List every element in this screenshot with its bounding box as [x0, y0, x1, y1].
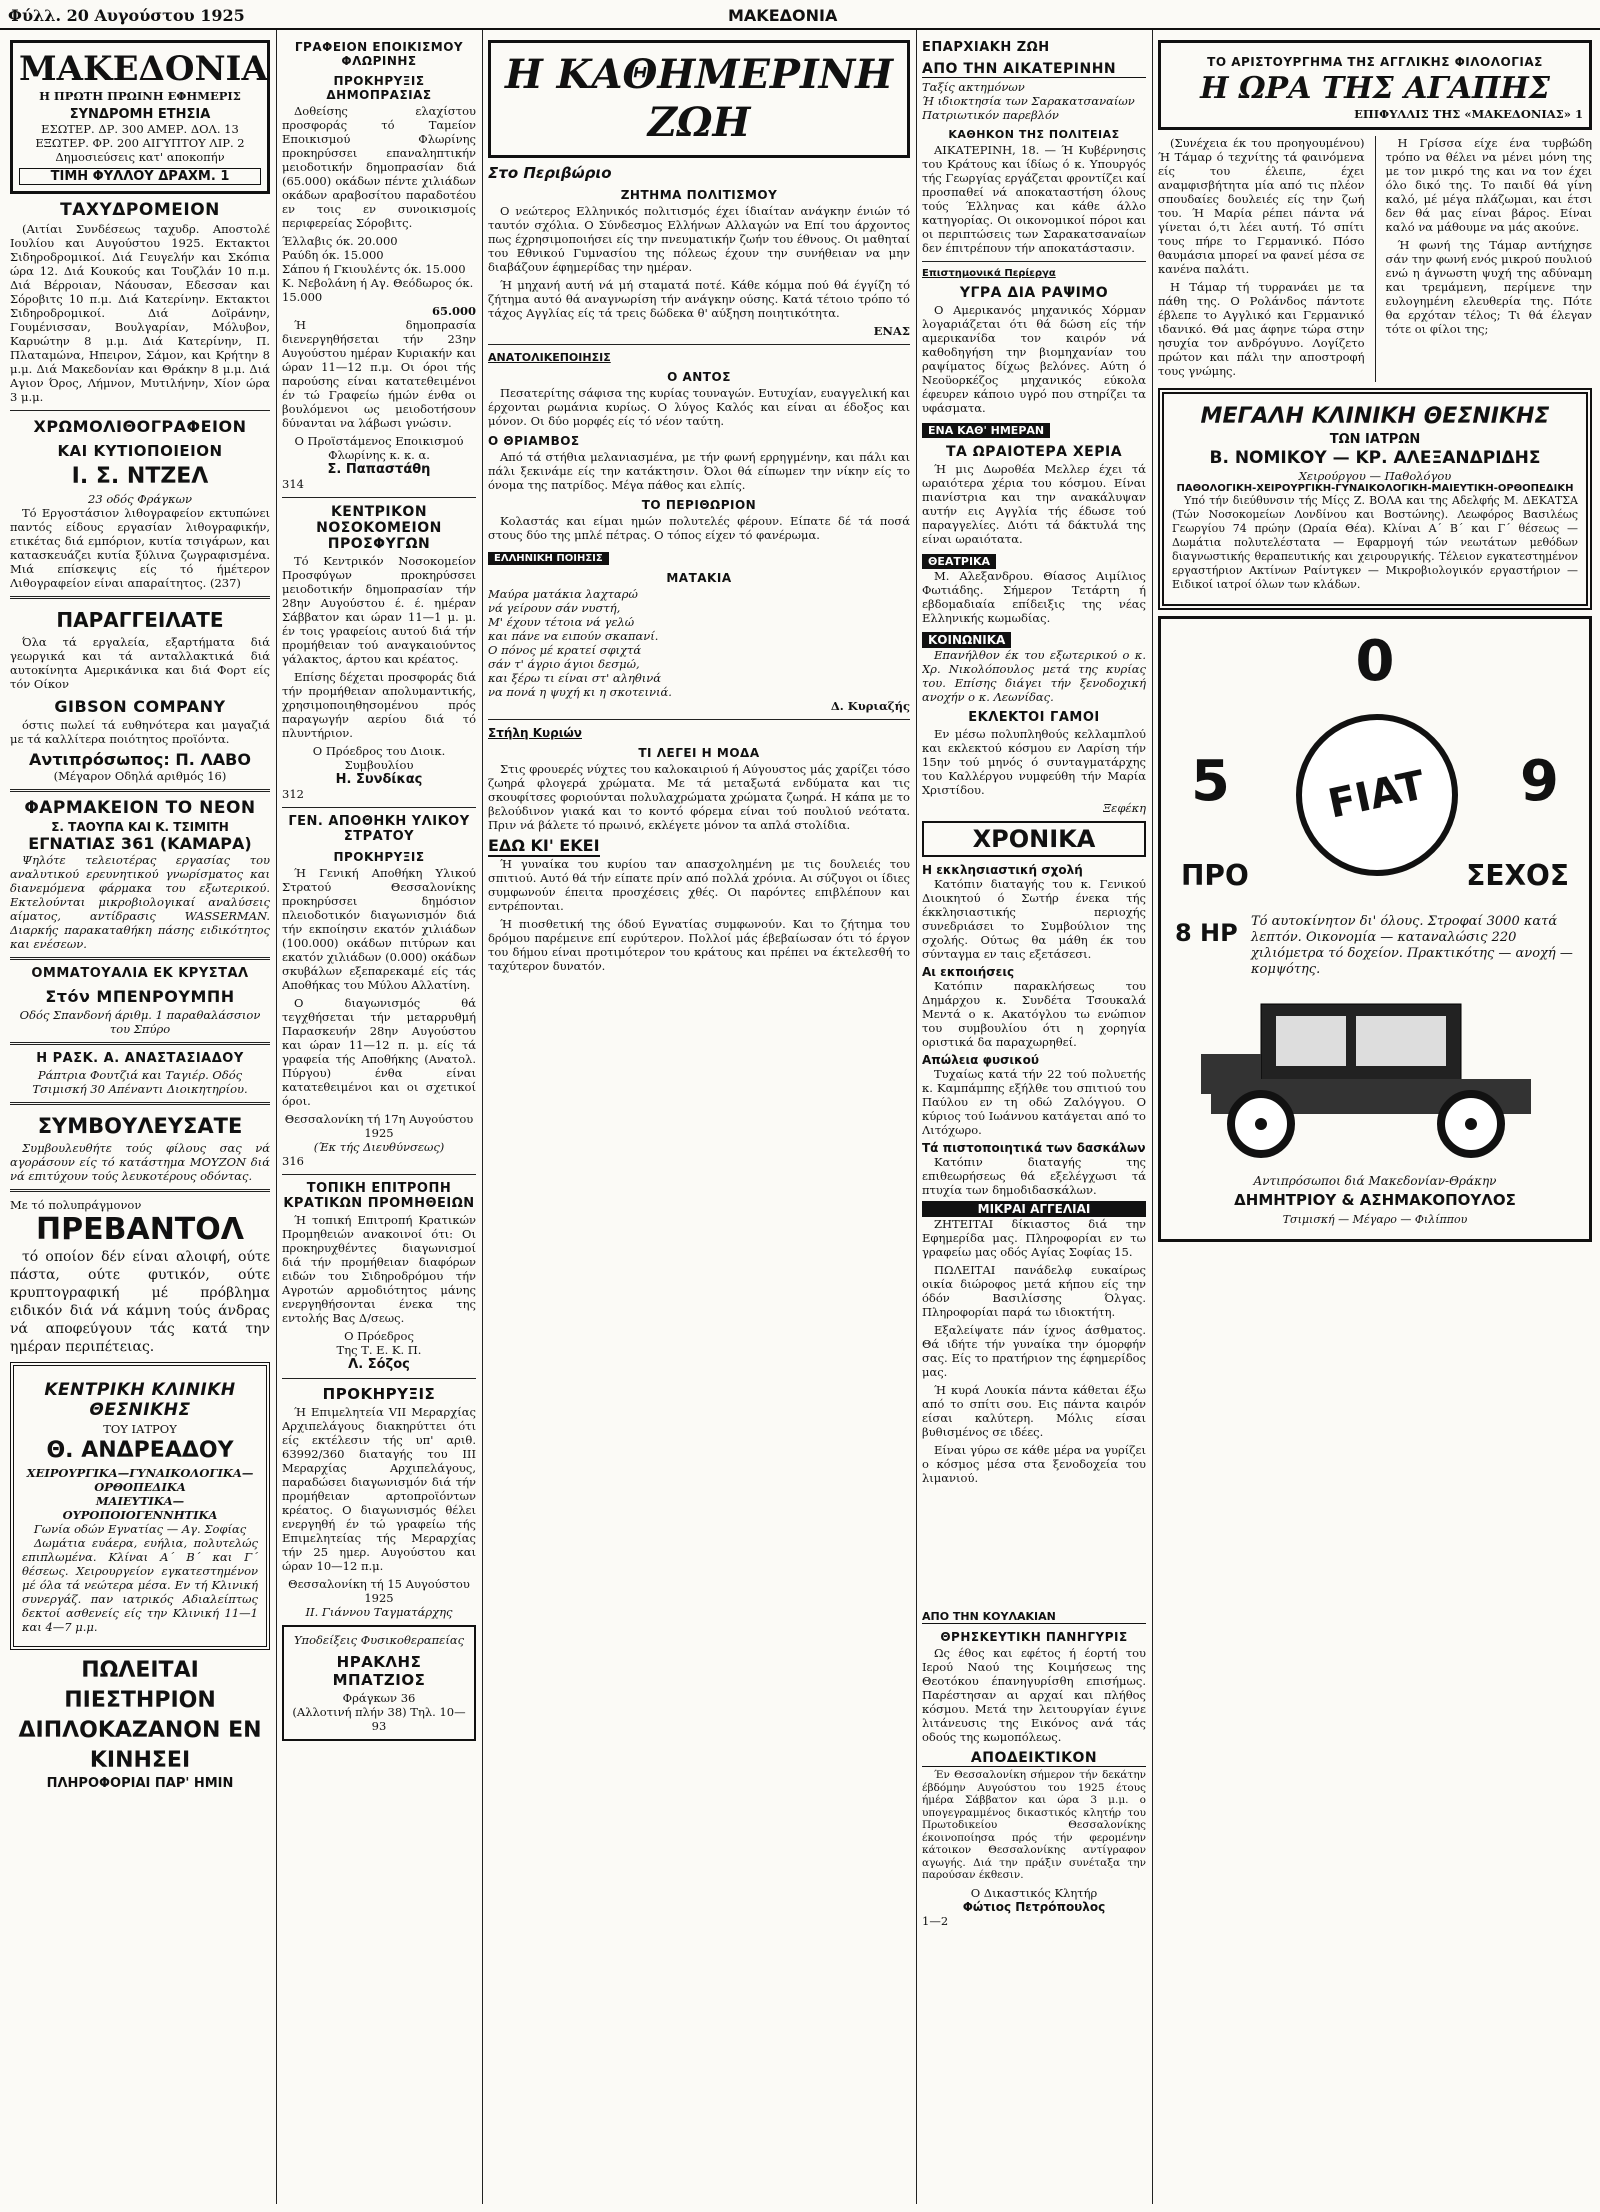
certificate-signature: Ο Δικαστικός Κλητήρ [970, 1885, 1098, 1900]
provincial-heading: ΕΠΑΡΧΙΑΚΗ ΖΩΗ [922, 40, 1050, 55]
paper-logo-box [10, 40, 270, 194]
provincial-item: Ή ιδιοκτησία των Σαρακατσαναίων [922, 94, 1135, 108]
news-text: Κατόπιν παρακλήσεως του Δημάρχου κ. Συνδέτα Τσουκαλά Μεντά ο κ. Ακατόγλου τω ενώπιον του συμβουλίου ότι η χορηγία οριστικά δα παραχωρηθεί. [922, 979, 1146, 1049]
clinic-text: Δωμάτια ευάερα, ευήλια, πολυτελώς επιπλωμένα. Κλίναι Α΄ Β΄ και Γ΄ θέσεως. Χειρουργείον εγκατεστημένον μέ όλα τά νεώτερα μέσα. Εν τή Κλινική συνεργάζ. παν ιατρικός Αδιαλείπτως δεκτοί ασθενείς είς την Κλινική 11—1 και 4—7 μ.μ. [22, 1536, 258, 1634]
poem-line: σάν τ' άγριο άγιοι δεσμώ, [488, 657, 640, 671]
margin-heading: ΤΟ ΠΕΡΙΘΩΡΙΟΝ [641, 498, 757, 512]
provincial-item: Πατριωτικόν παρεβλόν [922, 108, 1059, 122]
division-text: Ή Επιμελητεία VII Μεραρχίας Αρχιπελάγους διακηρύττει ότι είς εκτέλεσιν τής υπ' αριθ. 63992/360 διαταγής του III Μεραρχίας Αρχιπελάγους, παραδώσει διαγωνισμόν διά τήν προμήθειαν αρτοπροϊόντων κρέατος. Ο διαγωνισμός θέλει ενεργηθή έν τώ γραφείω τής Επιμελητείας τής Μεραρχίας τήν 25 ημερ. Αυγούστου και ώραν 10—12 π.μ. [282, 1405, 476, 1573]
theatre-text: Μ. Αλεξανδρου. Θίασος Αιμίλιος Φωτιάδης. Σήμερον Τετάρτη ή εβδομαδιαία επίδειξις της νέας Ελληνικής κωμωδίας. [922, 569, 1146, 625]
flora-list-total: 65.000 [431, 304, 476, 318]
serial-text: Ή φωνή της Τάμαρ αντήχησε σάν την φωνή ενός μικρού πουλιού ενώ η άγνωστη ψυχή της αδύναμη και τρεμάμενη, περίμενε την ευλογημένη ελευθερία της. Πότε θα ερχόταν τέλος; Τι θά έλεγαν τότε οι φίλοι της; [1385, 238, 1592, 336]
poem-line: να πονά η ψυχή κι η σκοτεινιά. [488, 685, 672, 699]
flora-text-2: Ή δημοπρασία διενεργηθήσεται τήν 23ην Αυγούστου ημέραν Κυριακήν και ώραν 11—12 π.μ. Οι όροι τής παρούσης είναι κατατεθειμένοι έν τώ Γραφείω ήμών ένθα οι βουλόμενοι ως μειοδοτήσουν δύνανται να λάβωσι γνώσιν. [282, 318, 476, 430]
ad-advice-title: ΣΥΜΒΟΥΛΕΥΣΑΤΕ [37, 1114, 243, 1138]
ad-great-clinic [1158, 388, 1592, 610]
great-clinic-roles: Χειρούργου — Παθολόγου [1298, 469, 1452, 483]
news-text: Τυχαίως κατά τήν 22 τού πολυετής κ. Καμπάμπης εξήλθε του σπιτιού του Παύλου εν τη οδώ Ζαλόγγου. Ο κύριος τού Ιωάννου κατάγεται από το Λιτόχωρο. [922, 1067, 1146, 1137]
flora-signature: Ο Προϊστάμενος Εποικισμού Φλωρίνης κ. κ. α. [294, 434, 464, 462]
post-office-heading: ΤΑΧΥΔΡΟΜΕΙΟΝ [60, 200, 220, 220]
koulakia-heading: ΘΡΗΣΚΕΥΤΙΚΗ ΠΑΝΗΓΥΡΙΣ [940, 1630, 1128, 1644]
fiat-logo [1296, 714, 1458, 876]
division-signature: ΙΙ. Γιάννου Ταγματάρχης [305, 1605, 453, 1619]
poem-line: Ο πόνος μέ κρατεί σφιχτά [488, 643, 642, 657]
hands-heading: ΤΑ ΩΡΑΙΟΤΕΡΑ ΧΕΡΙΑ [945, 444, 1123, 460]
procurement-signature-2: Της Τ. Ε. Κ. Π. [336, 1343, 422, 1357]
daily-life-banner [488, 40, 910, 158]
physio-address: Φράγκων 36 [342, 1691, 416, 1705]
fiat-representatives-label: Αντιπρόσωποι διά Μακεδονίαν-Θράκην [1253, 1174, 1497, 1188]
procurement-signature: Ο Πρόεδρος [344, 1329, 414, 1343]
sewing-heading: ΥΓΡΑ ΔΙΑ ΡΑΨΙΜΟ [959, 285, 1109, 301]
army-depot-signature: (Έκ τής Διευθύνσεως) [313, 1140, 445, 1154]
procurement-heading: ΤΟΠΙΚΗ ΕΠΙΤΡΟΠΗ ΚΡΑΤΙΚΩΝ ΠΡΟΜΗΘΕΙΩΝ [283, 1181, 475, 1211]
subscription-rate: ΕΣΩΤΕΡ. ΔΡ. 300 ΑΜΕΡ. ΔΟΛ. 13 [41, 122, 239, 136]
classified-text: ΠΩΛΕΙΤΑΙ πανάδελφ ευκαίρως οικία διώροφος μετά κήπου είς την όδόν Βασιλίσσης Όλγας. Πληροφορίαι παρά τω ιδιοκτήτη. [922, 1263, 1146, 1319]
here-and-there-heading: ΕΔΩ ΚΙ' ΕΚΕΙ [488, 836, 600, 855]
car-window [1356, 1016, 1446, 1066]
fiat-representatives: ΔΗΜΗΤΡΙΟΥ & ΑΣΗΜΑΚΟΠΟΥΛΟΣ [1234, 1191, 1516, 1209]
classified-text: ΖΗΤΕΙΤΑΙ δίκιαστος διά την Εφημερίδα μας. Πληροφορίαι εν τω γραφείω μας οδός Αγίας Σοφίας 15. [922, 1217, 1146, 1259]
great-clinic-doctors: Β. ΝΟΜΙΚΟΥ — ΚΡ. ΑΛΕΞΑΝΔΡΙΔΗΣ [1209, 448, 1541, 468]
great-clinic-subtitle: ΤΩΝ ΙΑΤΡΩΝ [1329, 432, 1421, 447]
clinic-doctor-name: Θ. ΑΝΔΡΕΑΔΟΥ [46, 1438, 234, 1463]
column-2 [282, 34, 476, 2204]
section-label: Στήλη Κυριών [488, 726, 582, 740]
army-depot-text-2: Ο διαγωνισμός θά τεγχθήσεται τήν μεταρρυθμή Παρασκευήν 28ην Αυγούστου και ώραν 11—12 π. μ. είς τά γραφεία τής Αποθήκης (Ανατολ. Πύργου) ένθα είναι κατατεθειμένοι και οι σχετικοί όροι. [282, 996, 476, 1108]
classified-text: Είναι γύρω σε κάθε μέρα να γυρίζει ο κόσμος μέσα στα ξενοδοχεία του λιμανιού. [922, 1443, 1146, 1485]
provincial-item: Ταξίς ακτημόνων [922, 80, 1025, 94]
serial-text: Η Τάμαρ τή τυρρανάει με τα πάθη της. Ο Ρολάνδος πάντοτε έβλεπε το Αγγλικό και Γερμανικό ιδανικό. Θά μας άφηνε τώρα στην ησυχία τον ανδρόγυνο. Λογίζετο πρώτον και πάλι την αποστροφή τους γνώμης. [1158, 280, 1365, 378]
certificate-signature-name: Φώτιος Πετρόπουλος [962, 1899, 1106, 1914]
poem-line: νά γείρουν σάν νυστή, [488, 601, 621, 615]
ad-gibson-representative: Αντιπρόσωπος: Π. ΛΑΒΟ [29, 750, 251, 769]
physio-name: ΗΡΑΚΛΗΣ ΜΠΑΤΖΙΟΣ [332, 1653, 426, 1689]
car-hood [1201, 1054, 1261, 1094]
column-rule [276, 30, 277, 2204]
weddings-text: Εν μέσω πολυπληθούς κελλαμπλού και εκλεκτού κόσμου εν Λαρίση τήν 15ην τού μηνός ό συνταγματάρχης του Καλλέργου νυμφεύθη τήν Μαρία Χριστίδου. [922, 727, 1146, 797]
section-bar: ΚΟΙΝΩΝΙΚΑ [922, 632, 1011, 648]
ad-lithography-address: 23 οδός Φράγκων [88, 492, 192, 506]
ad-lithography-name: Ι. Σ. ΝΤΖΕΛ [71, 464, 209, 489]
hospital-text-2: Επίσης δέχεται προσφοράς διά τήν προμήθειαν απολυμαντικής, χρησιμοποιηθησομένου πρός παραγωγήν αερίου διά τό πλυντήριον. [282, 670, 476, 740]
flora-text: Δοθείσης ελαχίστου προσφοράς τό Ταμείον Εποικισμού Φλωρίνης προκηρύσσει επαναληπτικήν μειοδοτικήν δημοπρασίαν διά (65.000) οκάδων πέντε χιλιάδων οκάδων αραβοσίτου παραδοτέου εν τοις εν συνοικισμοίς περιφερείας Σόροβιτς. [282, 104, 476, 230]
issue-date: Φύλλ. 20 Αυγούστου 1925 [8, 6, 245, 25]
news-text: Κατόπιν διαταγής του κ. Γενικού Διοικητού ό Σωτήρ ένεκα τής έκκλησιαστικής περιοχής συνεδριάσει το Συμβούλιον της σχολής. Ούτως θα μάθη έκ του σύνταγμα εν ταις εξετάσεσι. [922, 877, 1146, 961]
ad-press-sale-line-2: ΔΙΠΛΟΚΑΖΑΝΟΝ ΕΝ ΚΙΝΗΣΕΙ [18, 1718, 262, 1773]
serial-title: Η ΩΡΑ ΤΗΣ ΑΓΑΠΗΣ [1200, 71, 1550, 106]
here-and-there-text: Ή γυναίκα του κυρίου ταν απασχολημένη με τις δουλειές του σπιτιού. Αυτό θά τήν είπατε πρίν από πολλά χρόνια. Αι σύζυγοι οι ίδιες συμφωνούν έπειτα προσχέσεις χθές. Οι παρόντες επιβλέπουν και εντρέπονται. [488, 857, 910, 913]
subscription-heading: ΣΥΝΔΡΟΜΗ ΕΤΗΣΙΑ [69, 107, 211, 122]
ad-pharmacy-address: ΕΓΝΑΤΙΑΣ 361 (ΚΑΜΑΡΑ) [28, 834, 252, 853]
poem-heading: ΜΑΤΑΚΙΑ [666, 571, 732, 585]
certificate-number: 1—2 [922, 1913, 949, 1928]
ad-lithography-subtitle: ΚΑΙ ΚΥΤΙΟΠΟΙΕΙΟΝ [57, 442, 223, 460]
weddings-heading: ΕΚΛΕΚΤΟΙ ΓΑΜΟΙ [968, 710, 1100, 725]
ad-physiotherapy [282, 1625, 476, 1741]
weddings-signature: Ξεφέκη [1103, 801, 1146, 815]
state-duty-heading: ΚΑΘΗΚΟΝ ΤΗΣ ΠΟΛΙΤΕΙΑΣ [948, 128, 1120, 141]
civilization-signature: ΕΝΑΣ [873, 324, 910, 338]
clinic-subtitle: ΤΟΥ ΙΑΤΡΟΥ [103, 1422, 177, 1436]
poem-line: και ξέρω τι είναι στ' αληθινά [488, 671, 662, 685]
certificate-heading: ΑΠΟΔΕΙΚΤΙΚΟΝ [922, 1750, 1146, 1767]
procurement-text: Ή τοπική Επιτροπή Κρατικών Προμηθειών ανακοινοί ότι: Οι προκηρυχθέντες διαγωνισμοί διά τήν προμήθειαν διαφόρων ειδών του Σιδηροδρόμου τήν Αγροτών αρμοδιότητος μάνης ενεργηθήσονται ένεκα της εντολής Βας Δ/σεως. [282, 1213, 476, 1325]
news-heading: Αι εκποιήσεις [922, 965, 1015, 979]
poem-line: Μ' έχουν τέτοια νά γελώ [488, 615, 635, 629]
column-5 [1158, 34, 1592, 2204]
ad-tailor-name: Η ΡΑΣΚ. Α. ΑΝΑΣΤΑΣΙΑΔΟΥ [36, 1051, 244, 1066]
hospital-text: Τό Κεντρικόν Νοσοκομείον Προσφύγων προκηρύσσει μειοδοτικήν δημοπρασίαν τήν 28ην Αυγούστου έ. έ. ημέραν Σάββατον και ώραν 11—1 μ. μ. έν τοις γραφείοις αυτού διά τήν προμήθειαν τού αναγκαιούντος γάλακτος, άρτου και κρέατος. [282, 554, 476, 666]
procurement-signature-name: Λ. Σόζος [348, 1357, 410, 1372]
ad-advice-text: Συμβουλευθήτε τούς φίλους σας νά αγοράσουν είς τό κατάστημα ΜΟΥΖΟΝ διά νά επιτύχουν τούς λευκοτέρους οδόντας. [10, 1141, 270, 1183]
koulakia-label: ΑΠΟ ΤΗΝ ΚΟΥΛΑΚΙΑΝ [922, 1610, 1146, 1624]
koulakia-text: Ως έθος και εφέτος ή έορτή του Ιερού Ναού της Κοιμήσεως της Θεοτόκου έπανηγυρίσθη επισήμως. Παρέστησαν αι αρχαί και πλήθος κόσμου. Μετά την λειτουργίαν έγινε λιτάνευσις της Εικόνος ανά τάς οδούς της κωμοπόλεως. [922, 1646, 1146, 1744]
section-bar: ΘΕΑΤΡΙΚΑ [922, 554, 996, 569]
serial-text: (Συνέχεια έκ του προηγουμένου) Ή Τάμαρ ό τεχνίτης τά φαινόμενα είς του έλειπε, έχει αναμφισβήτητα μία από τις πλέον σπουδαίες δουλειές είς την ζωή του. Ή Μαρία ρέπει πάντα νά γίνεται ό,τι λέει αυτή. Τό σπίτι τους πήρε το Γερμανικό. Πόσο θαυμάσια μπορεί να φανεί μέσα σε κανένα παλάτι. [1158, 136, 1365, 276]
flora-heading: ΓΡΑΦΕΙΟΝ ΕΠΟΙΚΙΣΜΟΥ ΦΛΩΡΙΝΗΣ [294, 40, 464, 68]
poem-signature: Δ. Κυριαζής [830, 699, 910, 713]
clinic-title: ΚΕΝΤΡΙΚΗ ΚΛΙΝΙΚΗ ΘΕΣΝΙΚΗΣ [44, 1380, 236, 1420]
sewing-text: Ο Αμερικανός μηχανικός Χόρμαν λογαριάζεται ότι θά δώση είς τήν αμερικανίδα τον καιρόν νά καθοδηγήση την βιομηχανίαν του ραψίματος δίχως βελόνες. Αύτη ό Νεοϋορκέζος μηχανικός εύκολα έφευρεν κάποιο υγρό που στηρίζει τα υφάσματα. [922, 303, 1146, 415]
fashion-text: Στις φρουερές νύχτες του καλοκαιριού ή Αύγουστος μάς χαρίζει τόσο ζωηρά φλογερά χρώματα. Με τά μεταξωτά ενδύματα και τις σκουφίτσες φοριούνται πολυλαχρώματα χρώματα ζωηρά. Η κάπα με το βελούδινον γιακά και το κοντό φόρεμα είναι τού πουλιού νεότατα. Πριν νά βάλετε τό πρωινό, εκλέγετε μόνον τα απλά στολίδια. [488, 762, 910, 832]
ad-preventol-text: τό οποίον δέν είναι αλοιφή, ούτε πάστα, ούτε φυτικόν, ούτε κρυπτογραφική μέ πρόβλημα ειδικόν διά νά κάμνη τούς άνδρας νά αποφεύγουν τάς κατά την ημέραν περιπέτειας. [10, 1249, 270, 1355]
section-label: Επιστημονικά Περίεργα [922, 268, 1056, 279]
great-clinic-text: Υπό τήν διεύθυνσιν τής Μίςς Ζ. ΒΟΛΑ και της Αδελφής Μ. ΔΕΚΑΤΣΑ (Τών Νοσοκομείων Λονδίνου και Βοστώνης). Λεωφόρος Βασιλέως Γεωργίου 74 πρώην (Ωραία Θέα). Κλίναι Α΄ Β΄ και Γ΄ θέσεως — Δωμάτια πολυτελέστατα — Εφαρμογή τών νεωτάτων μεθόδων διαγνωστικής θεραπευτικής και χειρουργικής. Τέλειον εγκατεστημένον εργαστήριον Ακτίνων Ραίντγκεν — Μικροβιολογικόν εργαστήριον — Ειδικοί ιατροί όλων των κλάδων. [1172, 494, 1578, 591]
ad-preventol-title: ΠΡΕΒΑΝΤΟΛ [36, 1212, 244, 1247]
fiat-hp: 8 HP [1175, 919, 1238, 947]
post-office-schedule: (Αιτίαι Συνδέσεως ταχυδρ. Αποστολέ Ιουλίου και Αυγούστου 1925. Εκτακτοι Σιδηροδρομικοί. Διά Γευγελήν και Σκόπια ώρα 12. Διά Κουκούς και Τουζλάν 10 π.μ. Διά Βέρροιαν, Νάουσαν, Εδεσσαν και Σόροβιτς 10 π.μ. Διά Κατερίνην. Εκτακτοι Σιδηροδρομικοί. Διά Δοϊράνην, Γουμένισσαν, Βουλγαρίαν, Μόλυβον, Καρυώτην 8 μ.μ. Διά Κατερίνην, Π. Πλαταμώνα, Ηπειρον, Σάμον, και Κρήτην 8 μ.μ. Διά Μακεδονίαν και Θράκην 8 μ.μ. Διά Αγιον Όρος, Λήμνον, Μυτιλήνην, Χίον ώρα 3 μ.μ. [10, 222, 270, 404]
flora-list-item: Έλλαβις όκ. 20.000 [282, 234, 398, 248]
fiat-right-number: 9 [1520, 749, 1559, 814]
civilization-text-2: Ή μηχανή αυτή νά μή σταματά ποτέ. Κάθε κόμμα πού θά έγγίζη τό ζήτημα αυτό θά αναγνωρίση τήν ανάγκην ούσης. Κατά τέτοιο τρόπο τό τάχος Αγγλίας είς τά τρεις δώδεκα θ' αύξηση ποιητικότητα. [488, 278, 910, 320]
ad-tailor-text: Ράπτρια Φουτζιά και Ταγιέρ. Οδός Τσιμισκή 30 Απέναντι Διοικητηρίου. [32, 1068, 248, 1096]
here-and-there-text-2: Ή πιοσθετική της όδού Εγνατίας συμφωνούν. Και το ζήτημα του δρόμου παρέμεινε επί ευρύτερον. Πολλοί μάς έβεβαίωσαν ότι τό έργον του δήμου είναι προτιμότερον του κράτους και πρέπει να έκτελεσθή το ταχύτερον δυνατόν. [488, 917, 910, 973]
great-clinic-specialties: ΠΑΘΟΛΟΓΙΚΗ-ΧΕΙΡΟΥΡΓΙΚΗ-ΓΥΝΑΙΚΟΛΟΓΙΚΗ-ΜΑΙΕΥΤΙΚΗ-ΟΡΘΟΠΕΔΙΚΗ [1176, 483, 1574, 494]
fiat-pro: ΠΡΟ [1181, 859, 1249, 892]
clinic-address: Γωνία οδών Εγνατίας — Αγ. Σοφίας [33, 1522, 247, 1536]
section-label: Στο Περιβώριο [488, 164, 612, 182]
margin-text: Κολαστάς και είμαι ημών πολυτελές φέρουν. Είπατε δέ τά ποσά στους δύο της μπλέ πέτρας. Ο τόπος είχεν τό φανέρωμα. [488, 514, 910, 542]
poem-line: και πάνε να ειπούν σκαπανί. [488, 629, 659, 643]
news-heading: Τά πιστοποιητικά των δασκάλων [922, 1141, 1146, 1155]
army-depot-text: Ή Γενική Αποθήκη Υλικού Στρατού Θεσσαλονίκης προκηρύσσει δημόσιον πλειοδοτικόν διαγωνισμόν διά τήν εκποίησιν εκατόν χιλιάδων (100.000) οκάδων πιτύρων και εκατόν χιλιάδων (0.000) οκάδων σκυβάλων εξεπαρεκαμέ είς τάς Αποθήκας του Μύλου Αλλατίνη. [282, 866, 476, 992]
car-illustration [1191, 984, 1551, 1164]
flora-subheading: ΠΡΟΚΗΡΥΞΙΣ ΔΗΜΟΠΡΑΣΙΑΣ [326, 74, 432, 102]
triumph-text: Από τά στήθια μελανιασμένα, με τήν φωνή ερρηγμένην, και πάλι και πάλι ξεκινάμε είς την κατάκτησιν. Όλοι θά είπωμεν την νίκην είς το όνομα της πατρίδος. Μέγα πάθος και ελπίς. [488, 450, 910, 492]
provincial-subheading: ΑΠΟ ΤΗΝ ΑΙΚΑΤΕΡΙΝΗΝ [922, 61, 1146, 78]
classified-text: Ή κυρά Λουκία πάντα κάθεται έξω από το σπίτι σου. Εις πάντα καιρόν είσαι καλύτερη. Μόλις είσαι βυθισμένος σε ιδέες. [922, 1383, 1146, 1439]
army-depot-heading: ΓΕΝ. ΑΠΟΘΗΚΗ ΥΛΙΚΟΥ ΣΤΡΑΤΟΥ [288, 814, 470, 844]
car-window [1276, 1016, 1346, 1066]
ad-lithography-text: Τό Εργοστάσιον λιθογραφείον εκτυπώνει παντός είδους εργασίαν λιθογραφικήν, ετικέτας διά εμπόριον, κυτία τσιγάρων, και κατασκευάζει κυτία ξύλινα ζωγραφισμένα. Μιά επίσκεψις είς τό ήμέτερον Λιθογραφείον είναι απαραίτητος. (237) [10, 506, 270, 590]
ad-gibson-name: GIBSON COMPANY [54, 697, 226, 716]
hospital-signature-name: Η. Συνδίκας [335, 772, 423, 787]
fiat-brand: FIAT [1324, 762, 1430, 828]
column-rule [916, 30, 917, 2204]
ad-central-clinic [10, 1362, 270, 1650]
division-heading: ΠΡΟΚΗΡΥΞΙΣ [322, 1385, 436, 1403]
ad-gibson-text-2: όστις πωλεί τά ευθηνότερα και μαγαζιά με τά καλλίτερα ποιότητος προϊόντα. [10, 718, 270, 746]
serial-banner [1158, 40, 1592, 130]
physio-pretitle: Υποδείξεις Φυσικοθεραπείας [293, 1633, 465, 1647]
ad-pharmacy-text: Ψηλότε τελειοτέρας εργασίας του αναλυτικού ερευνητικού γνωρίσματος και διανεμόμενα φάρμακα του εξωτερικού. Εκτελούνται μικροβιολογικαί αναλύσεις αίματος, αντίδρασις WASSERMAN. Διαρκής παρακαταθήκη πάσης ειδικότητος και ενέσεων. [10, 853, 270, 951]
fiat-left-number: 5 [1191, 749, 1230, 814]
hospital-heading: ΚΕΝΤΡΙΚΟΝ ΝΟΣΟΚΟΜΕΙΟΝ ΠΡΟΣΦΥΓΩΝ [316, 504, 442, 552]
hands-text: Ή μις Δωροθέα Μελλερ έχει τά ωραιότερα χέρια του κόσμου. Είναι πιανίστρια και την ανακάλυψαν αυτήν εις Αγγλία τής έδωσε τού παραγγελίες. Διότι τά δάκτυλά της είναι ωραιότατα. [922, 462, 1146, 546]
flora-signature-name: Σ. Παπαστάθη [327, 462, 431, 477]
ad-gibson-text: Όλα τά εργαλεία, εξαρτήματα διά γεωργικά και τά ανταλλακτικά διά αυτοκίνητα Αμερικάνικα και διά Φορτ είς τόν Οίκον [10, 635, 270, 691]
certificate-text: Έν Θεσσαλονίκη σήμερον τήν δεκάτην έβδόμην Αυγούστου του 1925 έτους ήμέρα Σάββατον και ώρα 3 μ.μ. ο υπογεγραμμένος δικαστικός κλητήρ του Πρωτοδικείου Θεσσαλονίκης έκοινοποίησα πρός τήν φερομένην κάτοικον Θεσσαλονίκης αντίγραφον αγωγής. Διά την πράξιν συνέταξα την παρούσαν έκθεσιν. [922, 1769, 1146, 1881]
serial-pretitle: ΤΟ ΑΡΙΣΤΟΥΡΓΗΜΑ ΤΗΣ ΑΓΓΛΙΚΗΣ ΦΙΛΟΛΟΓΙΑΣ [1207, 55, 1543, 69]
civilization-text: Ο νεώτερος Ελληνικός πολιτισμός έχει ίδιαίταν ανάγκην ένιών τό ταυτόν σχόλια. Ο Σύνδεσμος Ελλήνων Αλλαγών να Επί του άρχοντος πως έχρησιμοποιήσει είς την πνευματικήν ζωήν του έθνους. Οι μαθηταί του Εθνικού Γυμνασίου της πόλεως έχουν την συνήθειαν να μην διαβάζουν έφημερίδας την ημέραν. [488, 204, 910, 274]
masthead-rule [0, 28, 1600, 30]
daily-life-title: Η ΚΑΘΗΜΕΡΙΝΗ ΖΩΗ [504, 51, 894, 146]
division-date: Θεσσαλονίκη τή 15 Αυγούστου 1925 [288, 1577, 470, 1605]
army-depot-date: Θεσσαλονίκη τή 17η Αυγούστου 1925 [284, 1112, 474, 1140]
civilization-heading: ΖΗΤΗΜΑ ΠΟΛΙΤΙΣΜΟΥ [620, 188, 778, 202]
section-bar: ΜΙΚΡΑΙ ΑΓΓΕΛΙΑΙ [922, 1201, 1146, 1217]
ad-pharmacy-names: Σ. ΤΑΟΥΠΑ ΚΑΙ Κ. ΤΣΙΜΙΤΗ [51, 820, 229, 834]
hospital-signature: Ο Πρόεδρος του Διοικ. Συμβουλίου [312, 744, 446, 772]
army-depot-number: 316 [282, 1154, 304, 1168]
chronicles-heading: ΧΡΟΝΙΚΑ [972, 825, 1096, 853]
social-text: Επανήλθον έκ του εξωτερικού ο κ. Χρ. Νικολόπουλος μετά της κυρίας του. Επίσης διάγει τήν ξενοδοχική ανοχήν ο κ. Λεωνίδας. [922, 648, 1146, 704]
provincial-text: ΑΙΚΑΤΕΡΙΝΗ, 18. — Ή Κυβέρνησις του Κράτους και ίδίως ό κ. Υπουργός τής Γεωργίας εργάζεται φροντίζει καί προσπαθεί νά αποκαταστήση όλους τούς Έλληνας και κάθε άλλο κατηγορίας. Οι οικονομικοί πόροι και οι περιπτώσεις των Σαρακατσαναίων δεν έπιτρέπουν τήν αποκατάστασιν. [922, 143, 1146, 255]
news-heading: Απώλεια φυσικού [922, 1053, 1039, 1067]
news-heading: Η εκκλησιαστική σχολή [922, 863, 1083, 877]
antos-heading: Ο ΑΝΤΟΣ [667, 370, 731, 384]
clinic-specialties: ΧΕΙΡΟΥΡΓΙΚΑ—ΓΥΝΑΙΚΟΛΟΓΙΚΑ—ΟΡΘΟΠΕΔΙΚΑ [26, 1466, 254, 1494]
triumph-heading: Ο ΘΡΙΑΜΒΟΣ [488, 434, 580, 448]
fiat-text: Τό αυτοκίνητον δι' όλους. Στροφαί 3000 κατά λεπτόν. Οικονομία — καταναλώσις 220 χιλιόμετρα τό δοχείον. Πρακτικότης — ανοχή — κομψότης. [1251, 914, 1573, 977]
fiat-sechos: ΣΕΧΟΣ [1466, 859, 1569, 892]
hospital-number: 312 [282, 787, 304, 801]
news-text: Κατόπιν διαταγής της επιθεωρήσεως θά εξελέγχωσι τά πτυχία των δημοδιδασκάλων. [922, 1155, 1146, 1197]
classified-text: Εξαλείψατε πάν ίχνος άσθματος. Θά ιδήτε τήν γυναίκα την όμορφήν σας. Είς το πρατήριον της έφημερίδος μας. [922, 1323, 1146, 1379]
flora-list-item: Κ. Νεβολάνη ή Αγ. Θεόδωρος όκ. 15.000 [282, 276, 474, 304]
ad-glasses-text: Οδός Σπανδονή άριθμ. 1 παραθαλάσσιον του Σπύρο [19, 1008, 261, 1036]
flora-list-item: Σάπου ή Γκιουλέντς όκ. 15.000 [282, 262, 466, 276]
antos-text: Πεσατερίτης σάφισα της κυρίας τουναγών. Ευτυχίαν, ευαγγελική και έρχονται ρωμάνια κυρίως. Ο λύγος Καλός και είναι αι έδοξος και μόνον. Οι δύο μορφές είς τό νέον ταύτη. [488, 386, 910, 428]
subscription-note: Δημοσιεύσεις κατ' αποκοπήν [55, 150, 225, 164]
ad-press-sale-line-1: ΠΩΛΕΙΤΑΙ ΠΙΕΣΤΗΡΙΟΝ [64, 1658, 216, 1713]
ad-press-sale-line-3: ΠΛΗΡΟΦΟΡΙΑΙ ΠΑΡ' ΗΜΙΝ [46, 1776, 234, 1791]
ad-lithography-title: ΧΡΩΜΟΛΙΘΟΓΡΑΦΕΙΟΝ [33, 417, 247, 436]
column-rule [482, 30, 483, 2204]
masthead-paper: ΜΑΚΕΔΟΝΙΑ [728, 6, 838, 25]
ad-fiat [1158, 616, 1592, 1242]
car-hub [1465, 1118, 1477, 1130]
ad-gibson-title: ΠΑΡΑΓΓΕΙΛΑΤΕ [56, 608, 224, 632]
flora-list-item: Ραύδη όκ. 15.000 [282, 248, 384, 262]
section-bar: ΕΛΛΗΝΙΚΗ ΠΟΙΗΣΙΣ [488, 552, 609, 565]
koulakia-section [922, 1610, 1146, 2204]
serial-text: Η Γρίσσα είχε ένα τυρβώδη τρόπο να θέλει να μένει μόνη της με τον μικρό της και να τον έχει όλο δικό της. Το παιδί θά γίνη καλό, μέ μέγα πλάζωμαι, και έτσι δεν θά μας είναι βάρος. Είναι καλό να μάθουμε να μάς ακούνε. [1385, 136, 1592, 234]
ad-preventol-pretitle: Με τό πολυπράγμονον [10, 1198, 142, 1212]
great-clinic-title: ΜΕΓΑΛΗ ΚΛΙΝΙΚΗ ΘΕΣΝΙΚΗΣ [1200, 404, 1550, 429]
section-label: ΑΝΑΤΟΛΙΚΕΠΟΙΗΣΙΣ [488, 351, 611, 364]
ad-pharmacy-title: ΦΑΡΜΑΚΕΙΟΝ ΤΟ ΝΕΟΝ [24, 798, 256, 818]
car-hub [1255, 1118, 1267, 1130]
issue-price: ΤΙΜΗ ΦΥΛΛΟΥ ΔΡΑΧΜ. 1 [19, 168, 261, 185]
serial-subtitle: ΕΠΙΦΥΛΛΙΣ ΤΗΣ «ΜΑΚΕΔΟΝΙΑΣ» 1 [1354, 107, 1583, 121]
paper-logo-title: ΜΑΚΕΔΟΝΙΑ [19, 49, 268, 89]
column-rule [1152, 30, 1153, 2204]
paper-logo-subtitle: Η ΠΡΩΤΗ ΠΡΩΙΝΗ ΕΦΗΜΕΡΙΣ [39, 89, 241, 103]
clinic-specialties-2: ΜΑΙΕΥΤΙΚΑ—ΟΥΡΟΠΟΙΟΓΕΝΝΗΤΙΚΑ [62, 1494, 218, 1522]
subscription-rate: ΕΞΩΤΕΡ. ΦΡ. 200 ΑΙΓΥΠΤΟΥ ΛΙΡ. 2 [35, 136, 245, 150]
section-bar: ΕΝΑ ΚΑΘ' ΗΜΕΡΑΝ [922, 423, 1050, 438]
flora-number: 314 [282, 477, 304, 491]
fiat-address: Τσιμισκή — Μέγαρο — Φιλίππου [1282, 1213, 1468, 1226]
chronicles-box [922, 821, 1146, 857]
column-3 [488, 34, 910, 2204]
ad-gibson-address: (Μέγαρον Οδηλά αριθμός 16) [53, 769, 227, 783]
ad-glasses-subtitle: Στόν ΜΠΕΝΡΟΥΜΠΗ [45, 987, 235, 1006]
ad-glasses-title: ΟΜΜΑΤΟΥΑΛΙΑ ΕΚ ΚΡΥΣΤΑΛ [31, 966, 249, 981]
poem-line: Μαύρα ματάκια λαχταρώ [488, 587, 638, 601]
fashion-heading: ΤΙ ΛΕΓΕΙ Η ΜΟΔΑ [638, 746, 760, 760]
column-1 [10, 34, 270, 2204]
army-depot-subheading: ΠΡΟΚΗΡΥΞΙΣ [333, 850, 425, 864]
physio-address-2: (Αλλοτινή πλήν 38) Τηλ. 10—93 [292, 1705, 466, 1733]
fiat-top-number: 0 [1355, 629, 1395, 694]
